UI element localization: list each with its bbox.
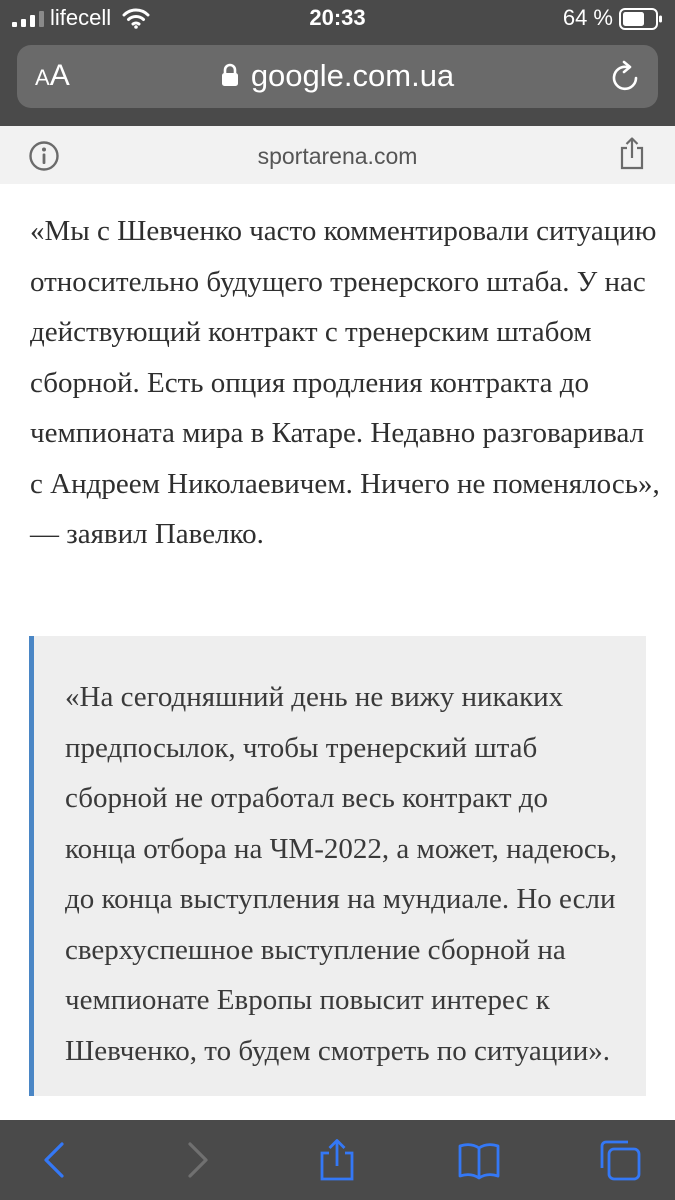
browser-top-chrome (0, 0, 675, 126)
clock: 20:33 (309, 5, 366, 30)
status-bar (0, 0, 675, 38)
cellular-signal-icon (12, 11, 46, 27)
blockquote (29, 636, 646, 1096)
battery-percentage: 64 % (562, 5, 613, 30)
tabs-button[interactable] (598, 1138, 642, 1182)
article-paragraph: «Мы с Шевченко часто комментировали ситуацию относительно будущего тренерского штаба. У нас действующий контракт с тренерским штабом сборной. Есть опция продления контракта до чемпионата мира в Катаре. Недавно разговаривал с Андреем Николаевичем. Ничего не поменялось», — заявил Павелко. (30, 215, 660, 550)
wifi-icon (122, 7, 150, 29)
address-bar[interactable] (17, 45, 658, 108)
forward-button[interactable] (174, 1138, 218, 1182)
bookmarks-icon (457, 1138, 501, 1182)
browser-bottom-toolbar (0, 1120, 675, 1200)
reload-icon[interactable] (610, 59, 642, 93)
back-button[interactable] (34, 1138, 78, 1182)
site-domain-label: sportarena.com (257, 143, 418, 169)
battery-icon (619, 8, 663, 30)
share-icon (315, 1138, 359, 1182)
share-button[interactable] (315, 1138, 359, 1182)
tabs-icon (598, 1138, 642, 1182)
back-icon (34, 1138, 78, 1182)
amp-site-header (0, 126, 675, 184)
url-display[interactable] (17, 58, 658, 94)
carrier-name: lifecell (50, 5, 112, 30)
quote-text: «На сегодняшний день не вижу никаких предпосылок, чтобы тренерский штаб сборной не отработал весь контракт до конца отбора на ЧМ-2022, а может, надеюсь, до конца выступления на мундиале. Но если сверхуспешное выступление сборной на чемпионате Европы повысит интерес к Шевченко, то будем смотреть по ситуации». (65, 681, 618, 1067)
share-icon[interactable] (619, 136, 645, 170)
url-domain: google.com.ua (250, 58, 455, 93)
bookmarks-button[interactable] (457, 1138, 501, 1182)
lock-icon (221, 63, 239, 87)
forward-icon (174, 1138, 218, 1182)
text-size-button[interactable]: AA (35, 59, 70, 92)
